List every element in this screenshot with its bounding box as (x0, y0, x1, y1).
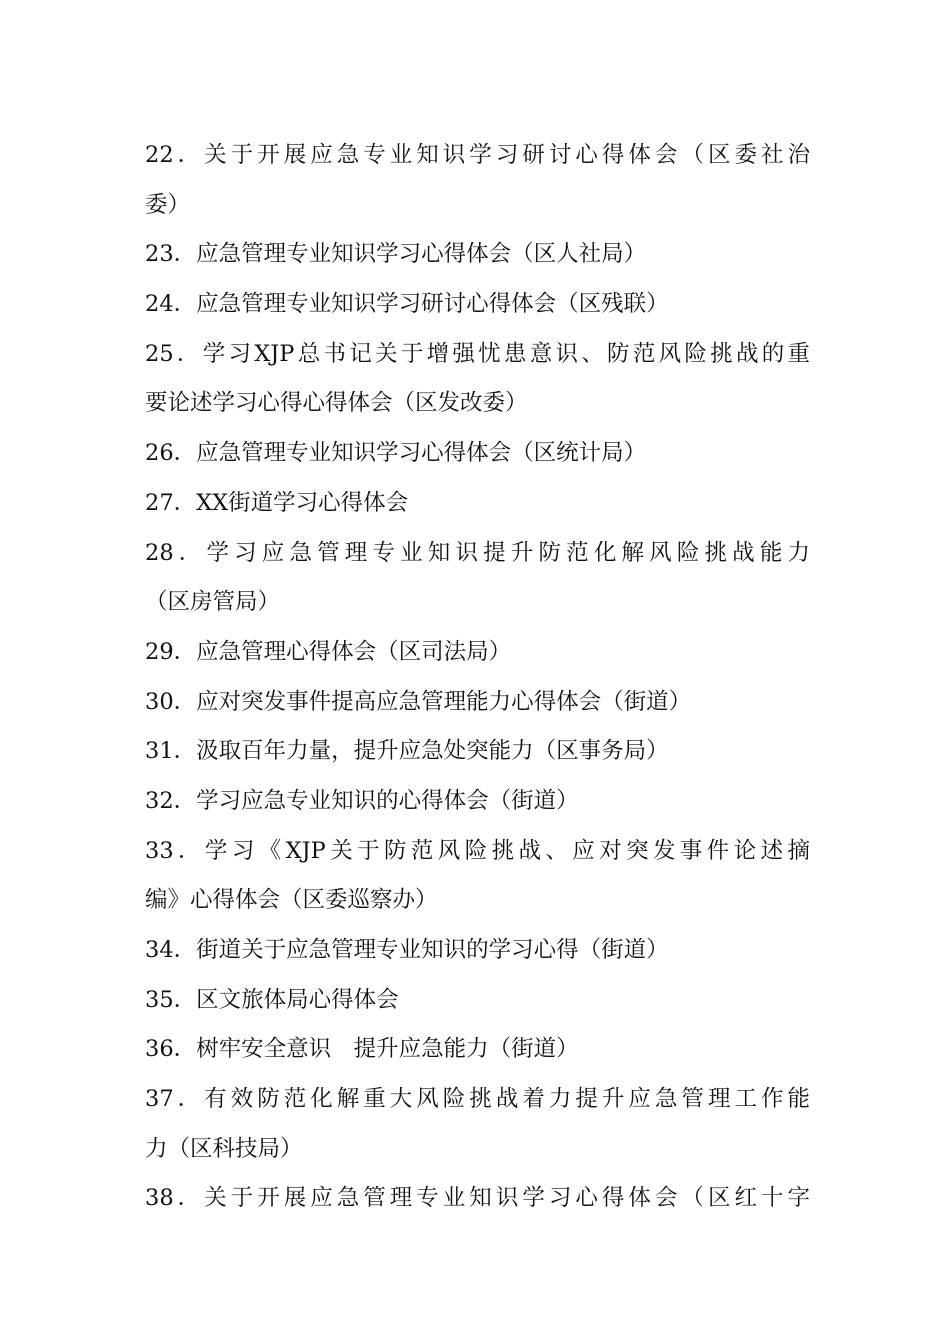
document-line: 24．应急管理专业知识学习研讨心得体会（区残联） (145, 291, 669, 318)
document-line: 28．学习应急管理专业知识提升防范化解风险挑战能力 (145, 539, 810, 566)
document-body (145, 131, 810, 1224)
document-line: 22．关于开展应急专业知识学习研讨心得体会（区委社治 (145, 142, 810, 168)
document-line: 38．关于开展应急管理专业知识学习心得体会（区红十字 (145, 1185, 810, 1212)
document-line: 34．街道关于应急管理专业知识的学习心得（街道） (145, 937, 669, 963)
document-line: 30．应对突发事件提高应急管理能力心得体会（街道） (145, 688, 692, 715)
document-line: 33．学习《XJP关于防范风险挑战、应对突发事件论述摘 (145, 837, 810, 864)
document-line: 32．学习应急专业知识的心得体会（街道） (145, 787, 579, 814)
document-line: （区房管局） (145, 589, 281, 616)
document-line: 26．应急管理专业知识学习心得体会（区统计局） (145, 440, 647, 467)
document-line: 29．应急管理心得体会（区司法局） (145, 638, 512, 665)
document-line: 27．XX街道学习心得体会 (145, 489, 409, 516)
document-line: 31．汲取百年力量，提升应急处突能力（区事务局） (145, 738, 669, 765)
document-line: 35．区文旅体局心得体会 (145, 986, 399, 1013)
document-line: 36．树牢安全意识 提升应急能力（街道） (145, 1036, 579, 1063)
document-line: 委） (145, 191, 191, 218)
document-line: 23．应急管理专业知识学习心得体会（区人社局） (145, 241, 647, 268)
document-line: 25．学习XJP总书记关于增强忧患意识、防范风险挑战的重 (145, 340, 810, 367)
document-line: 编》心得体会（区委巡察办） (145, 887, 438, 914)
document-line: 力（区科技局） (145, 1135, 303, 1162)
document-line: 37．有效防范化解重大风险挑战着力提升应急管理工作能 (145, 1086, 810, 1113)
document-line: 要论述学习心得心得体会（区发改委） (145, 390, 528, 417)
